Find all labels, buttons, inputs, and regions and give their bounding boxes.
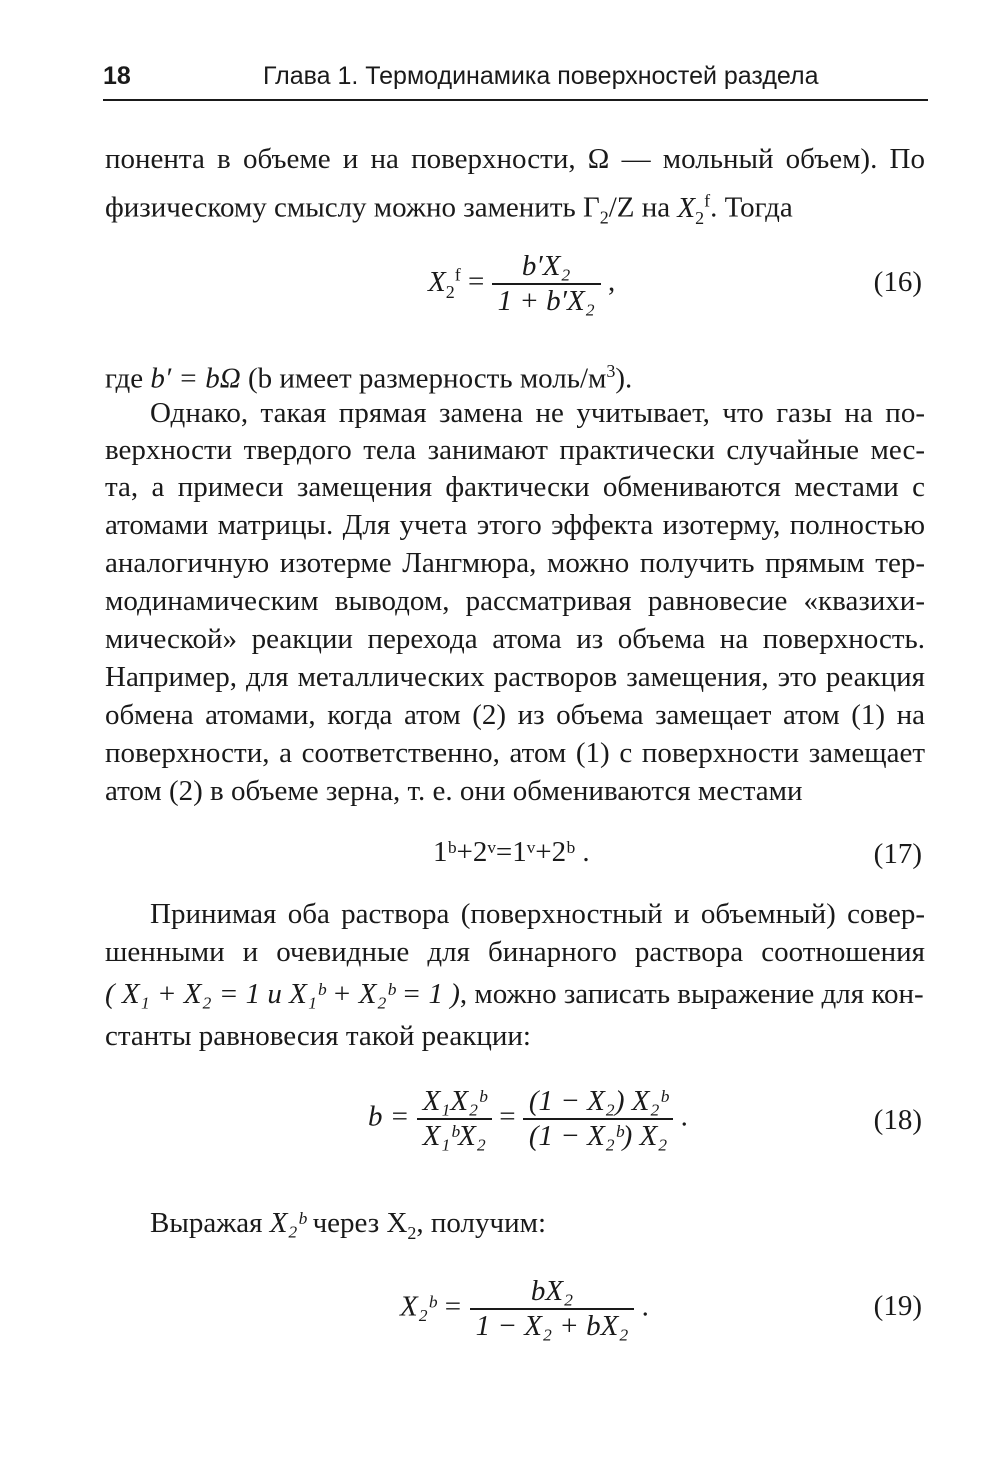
inline-formula-x2b: X₂ᵇ bbox=[269, 1207, 306, 1239]
paragraph-2-line-1: Однако, такая прямая замена не учитывает, что газы на по- bbox=[150, 397, 925, 429]
paragraph-2-line-7: мической» реакции перехода атома из объема на поверхность. bbox=[105, 623, 925, 655]
chapter-title: Глава 1. Термодинамика поверхностей раздела bbox=[263, 62, 819, 90]
equation-17: 1ᵇ+2ᵛ=1ᵛ+2ᵇ . bbox=[433, 836, 590, 868]
equation-17-number: (17) bbox=[873, 838, 922, 870]
paragraph-2-line-11: атом (2) в объеме зерна, т. е. они обмениваются местами bbox=[105, 775, 803, 807]
paragraph-2-line-5: аналогичную изотерме Лангмюра, можно получить прямым тер- bbox=[105, 547, 925, 579]
page-header bbox=[103, 60, 928, 100]
paragraph-3-line-4: станты равновесия такой реакции: bbox=[105, 1020, 531, 1052]
eq19-trailer: . bbox=[641, 1290, 649, 1323]
equation-19 bbox=[400, 1275, 649, 1343]
line-text: где bbox=[105, 362, 151, 395]
line-text: ). bbox=[615, 362, 633, 395]
line-text: , можно записать выражение для кон- bbox=[459, 978, 924, 1010]
subscript: 2 bbox=[695, 207, 705, 228]
paragraph-2-line-4: атомами матрицы. Для учета этого эффекта изотерму, полностью bbox=[105, 509, 925, 541]
eq19-numerator: bX₂ bbox=[530, 1275, 574, 1307]
eq16-trailer: , bbox=[608, 265, 616, 298]
line-text: , получим: bbox=[416, 1207, 547, 1239]
subscript: 2 bbox=[599, 207, 609, 228]
paragraph-2-line-3: та, а примеси замещения фактически обмениваются местами с bbox=[105, 471, 925, 503]
eq16-fraction bbox=[492, 250, 601, 318]
superscript: f bbox=[704, 190, 711, 210]
subscript: 2 bbox=[407, 1222, 417, 1243]
eq18-fraction-2 bbox=[523, 1085, 674, 1153]
eq18-equals: = bbox=[499, 1100, 516, 1133]
eq18-lhs: b = bbox=[368, 1100, 410, 1133]
eq19-lhs: X₂ᵇ = bbox=[400, 1290, 463, 1323]
line-text: физическому смыслу можно заменить Г bbox=[105, 191, 600, 224]
header-rule bbox=[103, 99, 928, 101]
inline-formula-normalization: ( X₁ + X₂ = 1 и X₁ᵇ + X₂ᵇ = 1 ) bbox=[105, 978, 460, 1010]
equation-16-number: (16) bbox=[873, 266, 922, 298]
line-text: Выражая bbox=[150, 1207, 270, 1239]
paragraph-2-line-9: обмена атомами, когда атом (2) из объема замещает атом (1) на bbox=[105, 699, 925, 731]
eq18-fraction-1-denominator: X₁ᵇX₂ bbox=[417, 1118, 492, 1153]
paragraph-1-line-2 bbox=[105, 182, 925, 235]
superscript: 3 bbox=[606, 361, 616, 381]
eq18-fraction-1 bbox=[417, 1085, 492, 1153]
eq18-trailer: . bbox=[680, 1100, 688, 1133]
equation-16: $X_2^f$ = $\frac{\text{b′X₂}}{\text{1 + b′X₂}}$ , bbox=[428, 250, 616, 317]
eq16-numerator: b′X₂ bbox=[521, 250, 571, 282]
paragraph-3-line-3 bbox=[105, 976, 925, 1012]
inline-formula-b-prime: b′ = bΩ bbox=[150, 362, 241, 395]
eq19-fraction bbox=[470, 1275, 635, 1343]
eq18-fraction-2-denominator: (1 − X₂ᵇ) X₂ bbox=[523, 1118, 674, 1153]
paragraph-1-line-1: понента в объеме и на поверхности, Ω — мольный объем). По bbox=[105, 143, 925, 175]
where-line bbox=[105, 353, 925, 397]
paragraph-3-line-1: Принимая оба раствора (поверхностный и объемный) совер- bbox=[150, 898, 925, 930]
equation-18-number: (18) bbox=[873, 1104, 922, 1136]
inline-formula-x2f: $X_2^f$ bbox=[677, 190, 711, 228]
line-text: через X bbox=[305, 1207, 408, 1239]
line-text: . Тогда bbox=[710, 191, 793, 224]
line-text: /Z на bbox=[608, 191, 678, 224]
equation-19-number: (19) bbox=[873, 1290, 922, 1322]
paragraph-2-line-2: верхности твердого тела занимают практически случайные мес- bbox=[105, 434, 925, 466]
paragraph-4-line-1 bbox=[150, 1205, 925, 1251]
eq18-fraction-2-numerator: (1 − X₂) X₂ᵇ bbox=[528, 1085, 668, 1117]
page-number: 18 bbox=[103, 62, 131, 90]
paragraph-2-line-10: поверхности, а соответственно, атом (1) с поверхности замещает bbox=[105, 737, 925, 769]
eq19-denominator: 1 − X₂ + bX₂ bbox=[470, 1308, 635, 1343]
paragraph-3-line-2: шенными и очевидные для бинарного раствора соотношения bbox=[105, 936, 925, 968]
line-text: (b имеет размерность моль/м bbox=[240, 362, 607, 395]
eq16-lhs: $X_2^f$ bbox=[428, 264, 461, 302]
eq16-denominator: 1 + b′X₂ bbox=[492, 283, 601, 318]
equation-18 bbox=[368, 1085, 688, 1153]
paragraph-2-line-8: Например, для металлических растворов замещения, это реакция bbox=[105, 661, 925, 693]
paragraph-2-line-6: модинамическим выводом, рассматривая равновесие «квазихи- bbox=[105, 585, 925, 617]
eq18-fraction-1-numerator: X₁X₂ᵇ bbox=[422, 1085, 486, 1117]
